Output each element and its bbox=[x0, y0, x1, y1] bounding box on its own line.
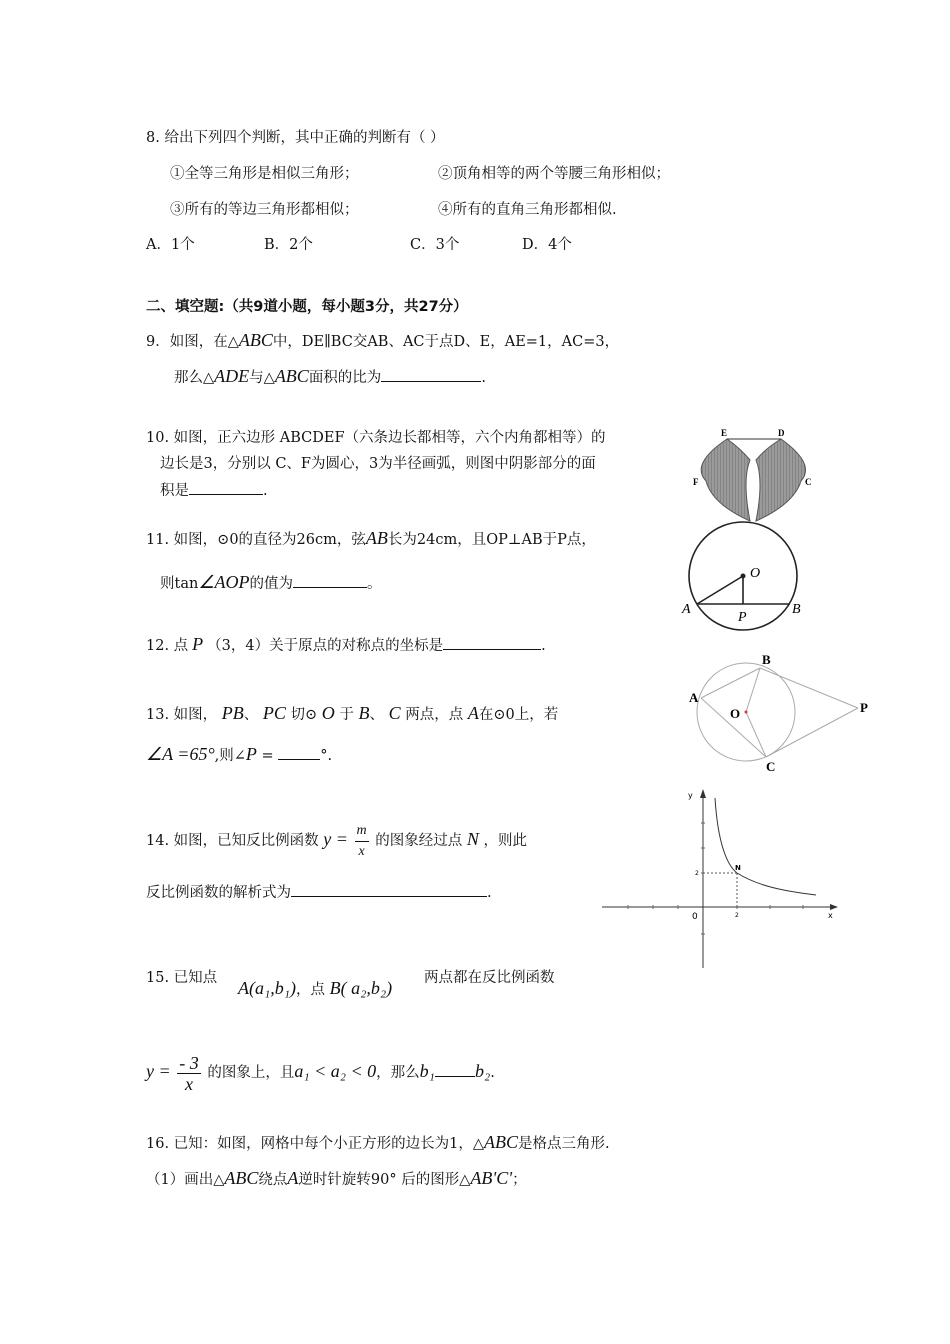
q8-statement-4: ④所有的直角三角形都相似. bbox=[438, 202, 617, 218]
q10-line-1: 10. 如图，正六边形 ABCDEF（六条边长都相等，六个内角都相等）的 bbox=[146, 430, 606, 446]
q14-answer-blank[interactable] bbox=[291, 882, 487, 897]
label-origin: 0 bbox=[692, 912, 698, 922]
q15-b1: b₁ bbox=[419, 1061, 435, 1081]
label-x-axis: x bbox=[828, 911, 833, 920]
q12-answer-blank[interactable] bbox=[443, 635, 541, 650]
q15-period: . bbox=[490, 1065, 495, 1081]
q15-answer-blank[interactable] bbox=[435, 1062, 475, 1077]
chord-ab bbox=[701, 668, 760, 698]
q16-text: （1）画出△ bbox=[146, 1172, 225, 1188]
q9-lead: 9．如图，在△ bbox=[146, 334, 239, 350]
q11-period: 。 bbox=[366, 576, 382, 592]
q13-circle-o: O bbox=[321, 703, 335, 723]
q13-text: 、 bbox=[243, 707, 259, 723]
q16-point-a: A bbox=[287, 1168, 299, 1188]
q16-rotated-triangle: AB'C' bbox=[470, 1168, 513, 1188]
q15-denominator: x bbox=[185, 1073, 193, 1094]
x-axis-arrow bbox=[830, 904, 838, 910]
q14-y-equals: y = bbox=[323, 829, 348, 849]
q12-period: . bbox=[541, 638, 546, 654]
q14-fraction bbox=[355, 821, 369, 862]
q13-text: = bbox=[261, 748, 274, 764]
label-tick-y-2: 2 bbox=[695, 870, 699, 877]
q14-text: 的图象经过点 bbox=[375, 833, 463, 849]
label-c: C bbox=[766, 759, 776, 774]
label-p: P bbox=[860, 700, 868, 715]
q13-text: 切⊙ bbox=[290, 707, 318, 723]
tangent-pb bbox=[760, 668, 858, 708]
q13-degree: °. bbox=[320, 748, 333, 764]
q13-point-c: C bbox=[388, 703, 401, 723]
q13-tangent-pb: PB bbox=[221, 703, 244, 723]
tangent-pc bbox=[766, 708, 858, 757]
q13-text: 两点，点 bbox=[405, 707, 464, 723]
q14-denominator: x bbox=[358, 843, 365, 859]
q15-condition: a₁ < a₂ < 0 bbox=[294, 1061, 377, 1081]
q13-point-b: B bbox=[358, 703, 370, 723]
q9-line-1 bbox=[146, 330, 619, 352]
shaded-region-right bbox=[756, 439, 806, 521]
q9-answer-blank[interactable] bbox=[381, 367, 481, 382]
label-o: O bbox=[750, 566, 761, 581]
q10-answer-blank[interactable] bbox=[189, 480, 263, 495]
label-d: D bbox=[778, 428, 785, 438]
q8-statement-2: ②顶角相等的两个等腰三角形相似； bbox=[438, 166, 670, 182]
q9-period: . bbox=[481, 370, 486, 386]
q14-text: 14. 如图，已知反比例函数 bbox=[146, 833, 319, 849]
label-p: P bbox=[738, 610, 747, 625]
q16-text: 逆时针旋转90° 后的图形△ bbox=[298, 1172, 471, 1188]
center-point bbox=[741, 574, 746, 579]
q13-text: 、 bbox=[369, 707, 384, 723]
label-f: F bbox=[693, 477, 699, 487]
q13-line-2 bbox=[146, 744, 332, 766]
q14-line-1 bbox=[146, 816, 527, 862]
q16-text: 绕点 bbox=[258, 1172, 288, 1188]
label-c: C bbox=[805, 477, 812, 487]
q11-chord-ab: AB bbox=[365, 528, 388, 548]
center-point bbox=[745, 711, 748, 714]
q13-text: ,则∠ bbox=[214, 748, 246, 764]
q12-text: （3，4）关于原点的对称点的坐标是 bbox=[207, 638, 444, 654]
q16-triangle-abc: ABC bbox=[484, 1132, 519, 1152]
hexagon-figure bbox=[690, 424, 820, 524]
q11-answer-blank[interactable] bbox=[293, 573, 367, 588]
q11-line-1 bbox=[146, 528, 596, 550]
shaded-region-left bbox=[701, 439, 750, 521]
q15-point-a: A(a₁,b₁) bbox=[238, 978, 296, 998]
q11-text: 则tan bbox=[160, 576, 199, 592]
q9-condition: 中，DE∥BC交AB、AC于点D、E，AE=1，AC=3， bbox=[272, 334, 620, 350]
q13-line-1 bbox=[146, 703, 558, 725]
q14-point-n: N bbox=[466, 829, 479, 849]
q16-part-1 bbox=[146, 1168, 527, 1190]
q15-y-equals: y = bbox=[146, 1061, 171, 1081]
label-n: N bbox=[735, 864, 741, 872]
q9-triangle-abc: ABC bbox=[238, 330, 273, 350]
q16-text: 是格点三角形. bbox=[518, 1136, 610, 1152]
label-y-axis: y bbox=[688, 791, 693, 800]
q8-option-c: C．3个 bbox=[410, 237, 460, 253]
q13-text: 于 bbox=[339, 707, 354, 723]
q15-text: ，那么 bbox=[376, 1065, 420, 1081]
q11-text: 的值为 bbox=[249, 576, 293, 592]
q11-line-2 bbox=[160, 572, 381, 594]
section-2-title: 二、填空题:（共9道小题，每小题3分，共27分） bbox=[146, 299, 468, 315]
hyperbola-curve bbox=[715, 798, 816, 895]
q13-point-a: A bbox=[467, 703, 479, 723]
q15-point-b: B( a₂,b₂) bbox=[329, 978, 393, 998]
label-b: B bbox=[762, 652, 771, 667]
q14-text: ，则此 bbox=[483, 833, 527, 849]
q15-numerator: - 3 bbox=[179, 1052, 199, 1073]
label-e: E bbox=[721, 428, 728, 438]
q12-text: 12. 点 bbox=[146, 638, 189, 654]
q13-angle-p: P bbox=[245, 744, 257, 764]
q15-b2: b₂ bbox=[474, 1061, 491, 1081]
q8-stem: 8. 给出下列四个判断，其中正确的判断有（ ） bbox=[146, 130, 445, 146]
q8-option-a: A．1个 bbox=[146, 237, 195, 253]
q8-option-d: D．4个 bbox=[522, 237, 572, 253]
q13-answer-blank[interactable] bbox=[278, 745, 320, 760]
q15-line-1-end: 两点都在反比例函数 bbox=[424, 970, 555, 986]
q15-text: 15. 已知点 bbox=[146, 970, 218, 986]
q11-angle-aop: ∠AOP bbox=[198, 572, 250, 592]
q11-text: 长为24cm，且OP⊥AB于P点， bbox=[387, 532, 596, 548]
q9-text: 那么△ bbox=[174, 370, 215, 386]
q9-line-2 bbox=[174, 366, 486, 388]
label-b: B bbox=[792, 602, 801, 617]
q9-triangle-abc: ABC bbox=[274, 366, 309, 386]
label-o: O bbox=[730, 706, 741, 721]
q13-tangent-pc: PC bbox=[262, 703, 286, 723]
q12-line bbox=[146, 634, 546, 656]
y-axis-arrow bbox=[700, 789, 706, 798]
q11-text: 11. 如图，⊙0的直径为26cm，弦 bbox=[146, 532, 366, 548]
q15-point-a-wrap bbox=[238, 978, 392, 1000]
label-tick-x-2: 2 bbox=[735, 912, 739, 919]
q10-line-2: 边长是3，分别以 C、F为圆心，3为半径画弧，则图中阴影部分的面 bbox=[160, 456, 596, 472]
q14-numerator: m bbox=[355, 821, 369, 842]
q16-text: ； bbox=[512, 1172, 527, 1188]
tangent-figure bbox=[686, 652, 876, 774]
q9-text: 与△ bbox=[249, 370, 275, 386]
label-a: A bbox=[682, 602, 691, 617]
q9-triangle-ade: ADE bbox=[214, 366, 250, 386]
circle-chord-figure bbox=[680, 520, 810, 632]
q15-line-1 bbox=[146, 968, 217, 988]
q13-angle-a: ∠A =65° bbox=[146, 744, 215, 764]
q16-text: 16. 已知：如图，网格中每个小正方形的边长为1，△ bbox=[146, 1136, 485, 1152]
q14-line-2 bbox=[146, 882, 492, 903]
q9-text: 面积的比为 bbox=[308, 370, 382, 386]
radius-oc bbox=[746, 712, 766, 757]
q10-period: . bbox=[263, 483, 268, 499]
q15-line-2 bbox=[146, 1048, 495, 1094]
q15-fraction bbox=[177, 1053, 201, 1094]
label-a: A bbox=[689, 690, 699, 705]
q8-option-b: B．2个 bbox=[264, 237, 313, 253]
q13-text: 在⊙0上，若 bbox=[478, 707, 559, 723]
q13-text: 13. 如图， bbox=[146, 707, 218, 723]
q8-statement-1: ①全等三角形是相似三角形； bbox=[170, 166, 359, 182]
q14-period: . bbox=[487, 885, 492, 901]
q16-triangle-abc: ABC bbox=[224, 1168, 259, 1188]
q8-statement-3: ③所有的等边三角形都相似； bbox=[170, 202, 359, 218]
q10-text: 积是 bbox=[160, 483, 189, 499]
q12-point-p: P bbox=[192, 634, 204, 654]
q14-text: 反比例函数的解析式为 bbox=[146, 885, 291, 901]
segment-ao bbox=[697, 576, 743, 604]
q15-text: ，点 bbox=[296, 982, 325, 998]
inverse-function-graph bbox=[598, 786, 848, 972]
q15-text: 的图象上，且 bbox=[207, 1065, 295, 1081]
q10-line-3 bbox=[160, 480, 268, 501]
q16-line-1 bbox=[146, 1132, 610, 1154]
